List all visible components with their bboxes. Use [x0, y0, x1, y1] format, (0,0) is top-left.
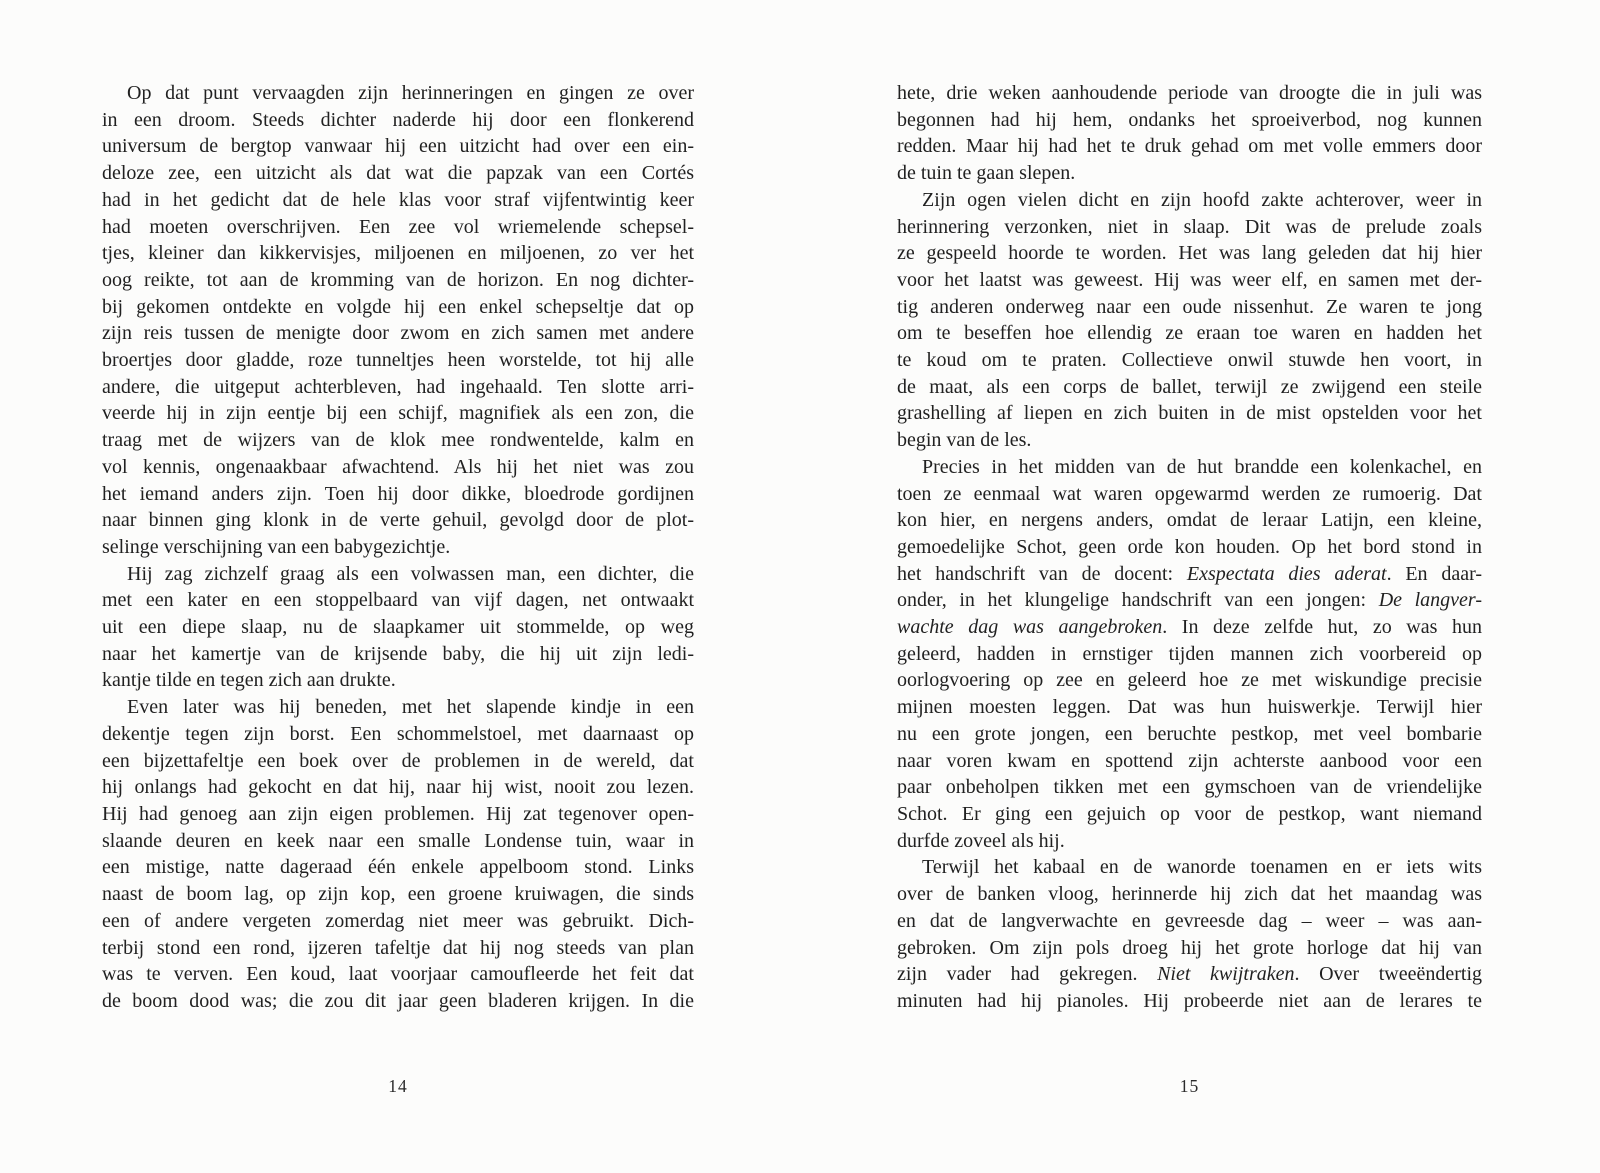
italic-text: wachte dag was aangebroken	[897, 616, 1163, 639]
text-line	[102, 641, 694, 668]
text-line	[102, 961, 694, 988]
body-text: de maat, als een corps de ballet, terwijl ze zwijgend een steile	[897, 375, 1482, 398]
body-text: . In deze zelfde hut, zo was hun	[1162, 616, 1482, 639]
body-text: ze gespeeld hoorde te worden. Het was lang geleden dat hij hier	[897, 242, 1482, 265]
body-text: tjes, kleiner dan kikkervisjes, miljoenen en miljoenen, zo ver het	[102, 242, 694, 265]
text-line	[897, 641, 1482, 668]
text-line	[897, 854, 1482, 881]
text-line	[102, 481, 694, 508]
body-text: geleerd, hadden in ernstiger tijden mannen zich voorbereid op	[897, 642, 1482, 665]
text-line	[102, 133, 694, 160]
body-text: nu een grote jongen, een beruchte pestkop, met veel bombarie	[897, 722, 1482, 745]
text-line	[897, 320, 1482, 347]
text-line	[102, 187, 694, 214]
text-line	[102, 721, 694, 748]
text-line	[102, 427, 694, 454]
body-text: om te beseffen hoe ellendig ze eraan toe waren en hadden het	[897, 322, 1482, 345]
body-text: in een droom. Steeds dichter naderde hij door een flonkerend	[102, 108, 694, 131]
body-text: universum de bergtop vanwaar hij een uitzicht had over een ein-	[102, 135, 694, 158]
text-line	[102, 347, 694, 374]
text-line	[102, 374, 694, 401]
italic-text: De langver-	[1378, 589, 1482, 612]
body-text: broertjes door gladde, roze tunneltjes heen worstelde, tot hij alle	[102, 349, 694, 372]
text-line	[102, 534, 694, 561]
text-line	[102, 561, 694, 588]
text-line	[102, 400, 694, 427]
text-line	[897, 294, 1482, 321]
text-line	[102, 828, 694, 855]
text-line	[897, 507, 1482, 534]
body-text: gebroken. Om zijn pols droeg hij het grote horloge dat hij van	[897, 936, 1482, 959]
body-text: een bijzettafeltje een boek over de problemen in de wereld, dat	[102, 749, 694, 772]
body-text: had moeten overschrijven. Een zee vol wriemelende schepsel-	[102, 215, 694, 238]
body-text: een of andere vergeten zomerdag niet meer was gebruikt. Dich-	[102, 909, 694, 932]
body-text: deloze zee, een uitzicht als dat wat die papzak van een Cortés	[102, 162, 694, 185]
text-line	[897, 374, 1482, 401]
text-line	[897, 80, 1482, 107]
text-line	[897, 694, 1482, 721]
body-text: onder, in het klungelige handschrift van een jongen:	[897, 589, 1379, 612]
body-text: kantje tilde en tegen zich aan drukte.	[102, 669, 396, 692]
body-text: de tuin te gaan slepen.	[897, 162, 1076, 185]
italic-text: Exspectata dies aderat	[1186, 562, 1387, 585]
text-line	[102, 80, 694, 107]
text-line	[897, 214, 1482, 241]
body-text: naast de boom lag, op zijn kop, een groene kruiwagen, die sinds	[102, 883, 694, 906]
body-text: Even later was hij beneden, met het slapende kindje in een	[127, 696, 694, 719]
body-text: andere, die uitgeput achterbleven, had ingehaald. Ten slotte arri-	[102, 375, 694, 398]
body-text: vol kennis, ongenaakbaar afwachtend. Als hij het niet was zou	[102, 455, 694, 478]
text-line	[102, 801, 694, 828]
right-page-number: 15	[1179, 1076, 1200, 1096]
text-line	[897, 240, 1482, 267]
body-text: paar onbeholpen tikken met een gymschoen van de vriendelijke	[897, 776, 1482, 799]
body-text: redden. Maar hij had het te druk gehad om met volle emmers door	[897, 135, 1482, 158]
text-line	[897, 133, 1482, 160]
text-line	[897, 267, 1482, 294]
text-line	[897, 935, 1482, 962]
text-line	[897, 774, 1482, 801]
text-line	[102, 748, 694, 775]
left-page-number: 14	[388, 1076, 408, 1096]
body-text: . Over tweeëndertig	[1294, 963, 1483, 986]
body-text: herinnering verzonken, niet in slaap. Dit was de prelude zoals	[897, 215, 1482, 238]
body-text: toen ze eenmaal wat waren opgewarmd werden ze rumoerig. Dat	[897, 482, 1482, 505]
text-line	[897, 587, 1482, 614]
body-text: gemoedelijke Schot, geen orde kon houden. Op het bord stond in	[897, 535, 1482, 558]
body-text: durfde zoveel als hij.	[897, 829, 1065, 852]
body-text: mijnen moesten leggen. Dat was hun huiswerkje. Terwijl hier	[897, 696, 1482, 719]
text-line	[102, 908, 694, 935]
body-text: over de banken vloog, herinnerde hij zich dat het maandag was	[897, 883, 1482, 906]
text-line	[897, 801, 1482, 828]
text-line	[102, 667, 694, 694]
text-line	[102, 160, 694, 187]
body-text: zijn reis tussen de menigte door zwom en zich samen met andere	[102, 322, 694, 345]
right-page	[897, 80, 1482, 1015]
text-line	[897, 400, 1482, 427]
text-line	[102, 694, 694, 721]
text-line	[897, 721, 1482, 748]
text-line	[897, 961, 1482, 988]
body-text: minuten had hij pianoles. Hij probeerde niet aan de lerares te	[897, 989, 1482, 1012]
body-text: oog reikte, tot aan de kromming van de horizon. En nog dichter-	[102, 268, 694, 291]
text-line	[897, 828, 1482, 855]
body-text: Hij zag zichzelf graag als een volwassen man, een dichter, die	[127, 562, 694, 585]
text-line	[102, 267, 694, 294]
text-line	[102, 774, 694, 801]
text-line	[897, 561, 1482, 588]
body-text: . En daar-	[1386, 562, 1482, 585]
text-line	[897, 908, 1482, 935]
body-text: hij onlangs had gekocht en dat hij, naar hij wist, nooit zou lezen.	[102, 776, 694, 799]
text-line	[897, 481, 1482, 508]
text-line	[102, 935, 694, 962]
body-text: grashelling af liepen en zich buiten in de mist opstelden voor het	[897, 402, 1482, 425]
body-text: terbij stond een rond, ijzeren tafeltje dat hij nog steeds van plan	[102, 936, 694, 959]
text-line	[897, 187, 1482, 214]
body-text: was te verven. Een koud, laat voorjaar camoufleerde het feit dat	[102, 963, 694, 986]
left-page	[102, 80, 694, 1015]
body-text: traag met de wijzers van de klok mee rondwentelde, kalm en	[102, 429, 694, 452]
body-text: naar binnen ging klonk in de verte gehuil, gevolgd door de plot-	[102, 509, 694, 532]
text-line	[897, 534, 1482, 561]
italic-text: Niet kwijtraken	[1157, 963, 1295, 986]
body-text: en dat de langverwachte en gevreesde dag – weer – was aan-	[897, 909, 1482, 932]
text-line	[102, 507, 694, 534]
body-text: het iemand anders zijn. Toen hij door dikke, bloedrode gordijnen	[102, 482, 694, 505]
body-text: naar het kamertje van de krijsende baby, die hij uit zijn ledi-	[102, 642, 694, 665]
body-text: selinge verschijning van een babygezichtje.	[102, 535, 451, 558]
text-line	[897, 988, 1482, 1015]
text-line	[102, 587, 694, 614]
text-line	[102, 214, 694, 241]
text-line	[102, 294, 694, 321]
body-text: naar voren kwam en spottend zijn achterste aanbood voor een	[897, 749, 1482, 772]
text-line	[897, 614, 1482, 641]
body-text: had in het gedicht dat de hele klas voor straf vijfentwintig keer	[102, 188, 694, 211]
body-text: veerde hij in zijn eentje bij een schijf, magnifiek als een zon, die	[102, 402, 694, 425]
body-text: te koud om te praten. Collectieve onwil stuwde hen voort, in	[897, 349, 1482, 372]
body-text: oorlogvoering op zee en geleerd hoe ze met wiskundige precisie	[897, 669, 1482, 692]
text-line	[897, 667, 1482, 694]
text-line	[102, 881, 694, 908]
text-line	[102, 454, 694, 481]
body-text: voor het laatst was geweest. Hij was weer elf, en samen met der-	[897, 268, 1482, 291]
body-text: het handschrift van de docent:	[897, 562, 1187, 585]
text-line	[102, 107, 694, 134]
text-line	[897, 107, 1482, 134]
text-line	[102, 240, 694, 267]
text-line	[897, 160, 1482, 187]
body-text: begin van de les.	[897, 429, 1032, 452]
body-text: tig anderen onderweg naar een oude nissenhut. Ze waren te jong	[897, 295, 1482, 318]
body-text: bij gekomen ontdekte en volgde hij een enkel schepseltje dat op	[102, 295, 694, 318]
body-text: kon hier, en nergens anders, omdat de leraar Latijn, een kleine,	[897, 509, 1482, 532]
body-text: Schot. Er ging een gejuich op voor de pestkop, want niemand	[897, 802, 1482, 825]
body-text: dekentje tegen zijn borst. Een schommelstoel, met daarnaast op	[102, 722, 694, 745]
body-text: uit een diepe slaap, nu de slaapkamer uit stommelde, op weg	[102, 616, 694, 639]
text-line	[897, 748, 1482, 775]
body-text: slaande deuren en keek naar een smalle Londense tuin, waar in	[102, 829, 694, 852]
text-line	[897, 347, 1482, 374]
body-text: de boom dood was; die zou dit jaar geen bladeren krijgen. In die	[102, 989, 694, 1012]
body-text: begonnen had hij hem, ondanks het sproeiverbod, nog kunnen	[897, 108, 1482, 131]
text-line	[102, 320, 694, 347]
body-text: Op dat punt vervaagden zijn herinneringen en gingen ze over	[127, 82, 694, 104]
body-text: Zijn ogen vielen dicht en zijn hoofd zakte achterover, weer in	[922, 188, 1482, 211]
text-line	[897, 454, 1482, 481]
body-text: een mistige, natte dageraad één enkele appelboom stond. Links	[102, 856, 694, 879]
text-line	[102, 854, 694, 881]
body-text: Terwijl het kabaal en de wanorde toenamen en er iets wits	[922, 856, 1482, 879]
body-text: zijn vader had gekregen.	[897, 963, 1158, 986]
body-text: Precies in het midden van de hut brandde een kolenkachel, en	[922, 455, 1482, 478]
text-line	[897, 427, 1482, 454]
text-line	[897, 881, 1482, 908]
text-line	[102, 988, 694, 1015]
text-line	[102, 614, 694, 641]
body-text: Hij had genoeg aan zijn eigen problemen. Hij zat tegenover open-	[102, 802, 694, 825]
body-text: met een kater en een stoppelbaard van vijf dagen, net ontwaakt	[102, 589, 694, 612]
body-text: hete, drie weken aanhoudende periode van droogte die in juli was	[897, 82, 1482, 104]
